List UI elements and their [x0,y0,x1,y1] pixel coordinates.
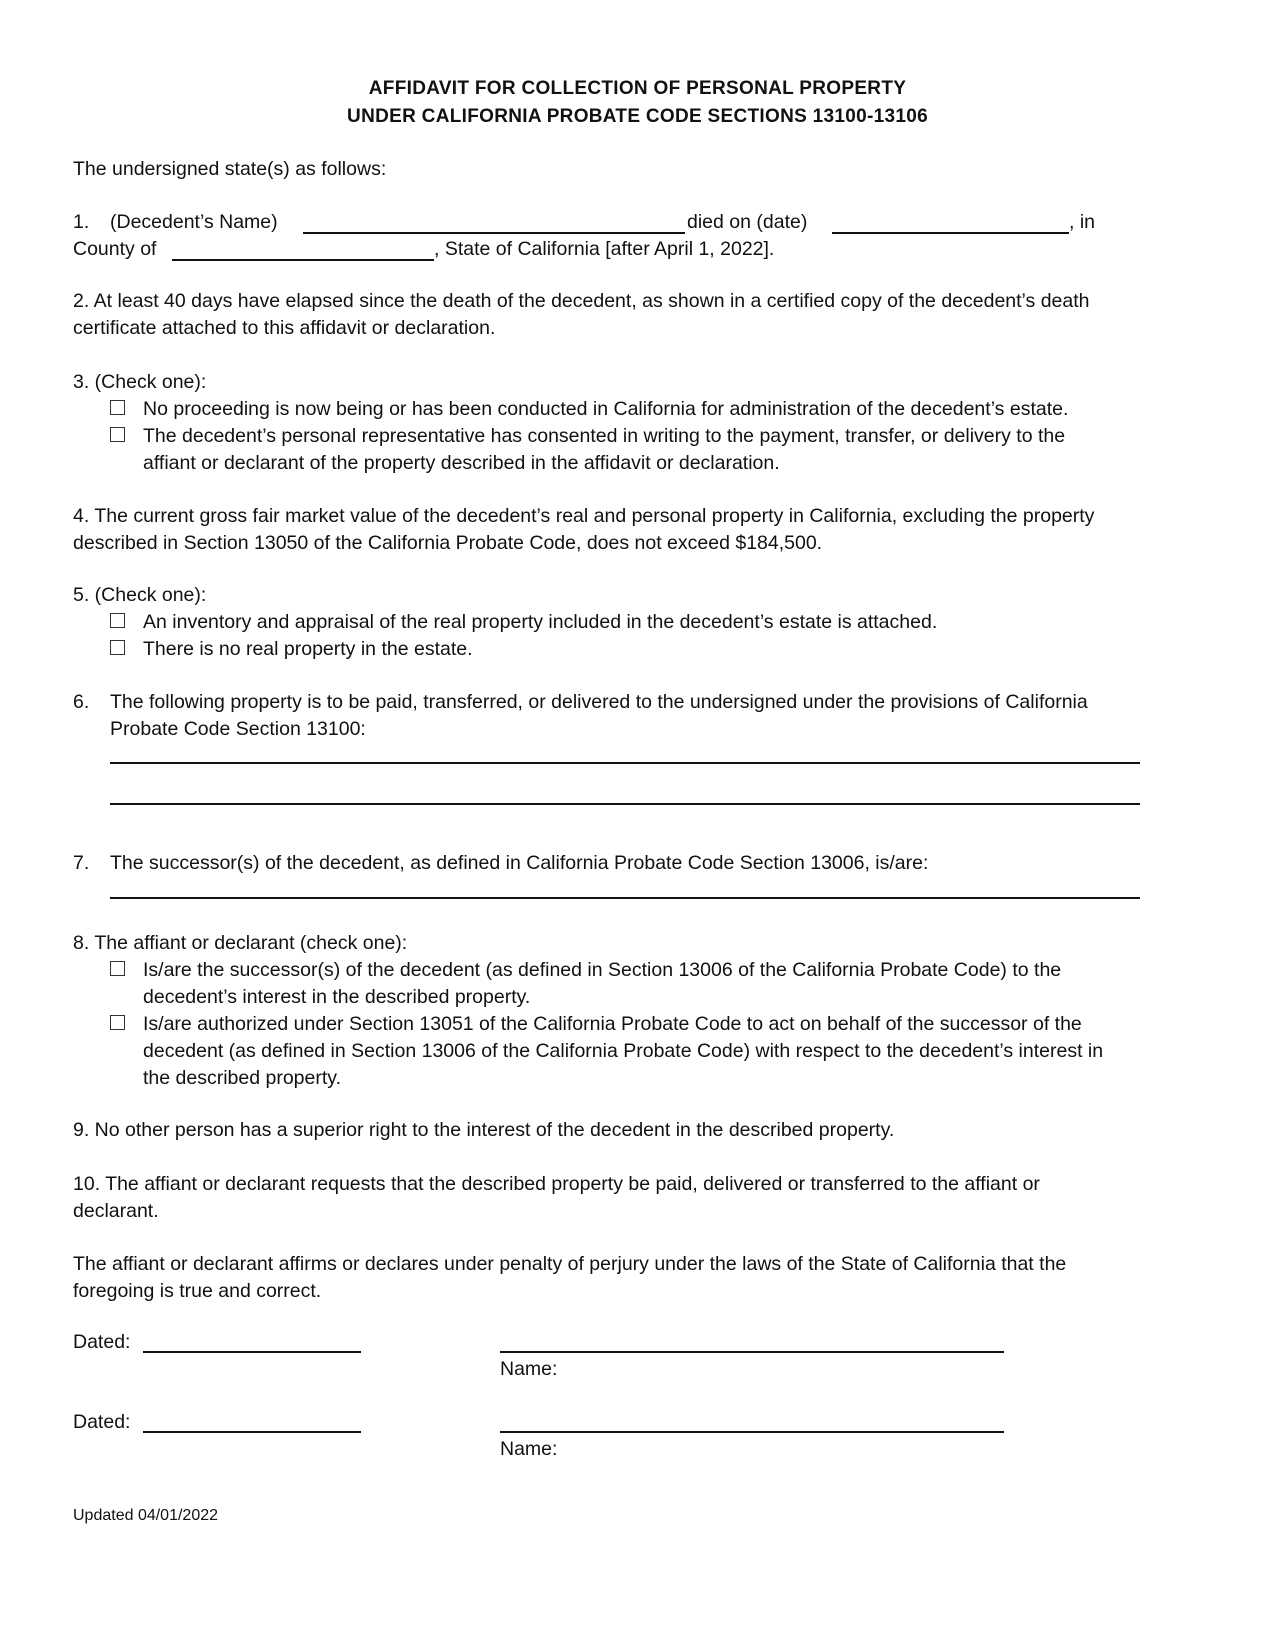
county-field[interactable] [172,259,434,261]
item5-option-2: There is no real property in the estate. [143,638,473,660]
item8-option-2-line-2: decedent (as defined in Section 13006 of the California Probate Code) with respect to the decedent’s interest in [143,1040,1104,1062]
item6-line-1: The following property is to be paid, transferred, or delivered to the undersigned under the provisions of California [110,691,1088,713]
property-field-line-1[interactable] [110,762,1140,764]
item8-option-1-line-2: decedent’s interest in the described property. [143,986,531,1008]
item4-line-2: described in Section 13050 of the California Probate Code, does not exceed $184,500. [73,532,823,554]
item1-in-label: , in [1069,211,1096,233]
item3-option-2-line-2: affiant or declarant of the property described in the affidavit or declaration. [143,452,780,474]
item1-number: 1. [73,211,90,233]
decedent-name-field[interactable] [303,232,685,234]
intro-text: The undersigned state(s) as follows: [73,158,387,180]
item5-option-1: An inventory and appraisal of the real property included in the decedent’s estate is attached. [143,611,938,633]
item8-checkbox-1[interactable] [110,957,125,984]
item10-line-2: declarant. [73,1200,159,1222]
successor-field[interactable] [110,897,1140,899]
affirmation-line-2: foregoing is true and correct. [73,1280,322,1302]
checkbox-icon[interactable] [110,640,125,655]
item1-died-label: died on (date) [687,211,808,233]
footer-updated: Updated 04/01/2022 [73,1507,219,1524]
item2-line-2: certificate attached to this affidavit or declaration. [73,317,496,339]
name-label-1: Name: [500,1358,558,1380]
item1-county-label: County of [73,238,157,260]
item5-checkbox-2[interactable] [110,636,125,663]
dated-field-1[interactable] [143,1351,361,1353]
checkbox-icon[interactable] [110,961,125,976]
item8-option-2-line-1: Is/are authorized under Section 13051 of the California Probate Code to act on behalf of the successor of the [143,1013,1082,1035]
checkbox-icon[interactable] [110,1015,125,1030]
item7-number: 7. [73,852,90,874]
checkbox-icon[interactable] [110,427,125,442]
title-line-1: AFFIDAVIT FOR COLLECTION OF PERSONAL PROPERTY [368,78,907,99]
dated-field-2[interactable] [143,1431,361,1433]
item10-line-1: 10. The affiant or declarant requests that the described property be paid, delivered or transferred to the affiant or [73,1173,1040,1195]
item8-option-1-line-1: Is/are the successor(s) of the decedent (as defined in Section 13006 of the California Probate Code) to the [143,959,1062,981]
item4-line-1: 4. The current gross fair market value of the decedent’s real and personal property in California, excluding the property [73,505,1095,527]
item2-line-1: 2. At least 40 days have elapsed since the death of the decedent, as shown in a certified copy of the decedent’s death [73,290,1090,312]
item3-checkbox-2[interactable] [110,423,125,450]
item8-checkbox-2[interactable] [110,1011,125,1038]
item8-option-2-line-3: the described property. [143,1067,341,1089]
item6-line-2: Probate Code Section 13100: [110,718,366,740]
signature-field-1[interactable] [500,1351,1004,1353]
item6-number: 6. [73,691,90,713]
title-line-2: UNDER CALIFORNIA PROBATE CODE SECTIONS 13100-13106 [347,106,928,127]
item8-heading: 8. The affiant or declarant (check one): [73,932,408,954]
dated-label-2: Dated: [73,1411,131,1433]
item1-state-label: , State of California [after April 1, 2022]. [434,238,775,260]
item3-checkbox-1[interactable] [110,396,125,423]
item3-option-1: No proceeding is now being or has been conducted in California for administration of the decedent’s estate. [143,398,1069,420]
dated-label-1: Dated: [73,1331,131,1353]
item5-checkbox-1[interactable] [110,609,125,636]
date-of-death-field[interactable] [832,232,1069,234]
item1-name-label: (Decedent’s Name) [110,211,278,233]
item9-text: 9. No other person has a superior right to the interest of the decedent in the described property. [73,1119,895,1141]
name-label-2: Name: [500,1438,558,1460]
checkbox-icon[interactable] [110,400,125,415]
item7-text: The successor(s) of the decedent, as defined in California Probate Code Section 13006, is/are: [110,852,929,874]
property-field-line-2[interactable] [110,803,1140,805]
item3-option-2-line-1: The decedent’s personal representative has consented in writing to the payment, transfer, or delivery to the [143,425,1066,447]
checkbox-icon[interactable] [110,613,125,628]
affirmation-line-1: The affiant or declarant affirms or declares under penalty of perjury under the laws of the State of California that the [73,1253,1067,1275]
item3-heading: 3. (Check one): [73,371,207,393]
item5-heading: 5. (Check one): [73,584,207,606]
signature-field-2[interactable] [500,1431,1004,1433]
